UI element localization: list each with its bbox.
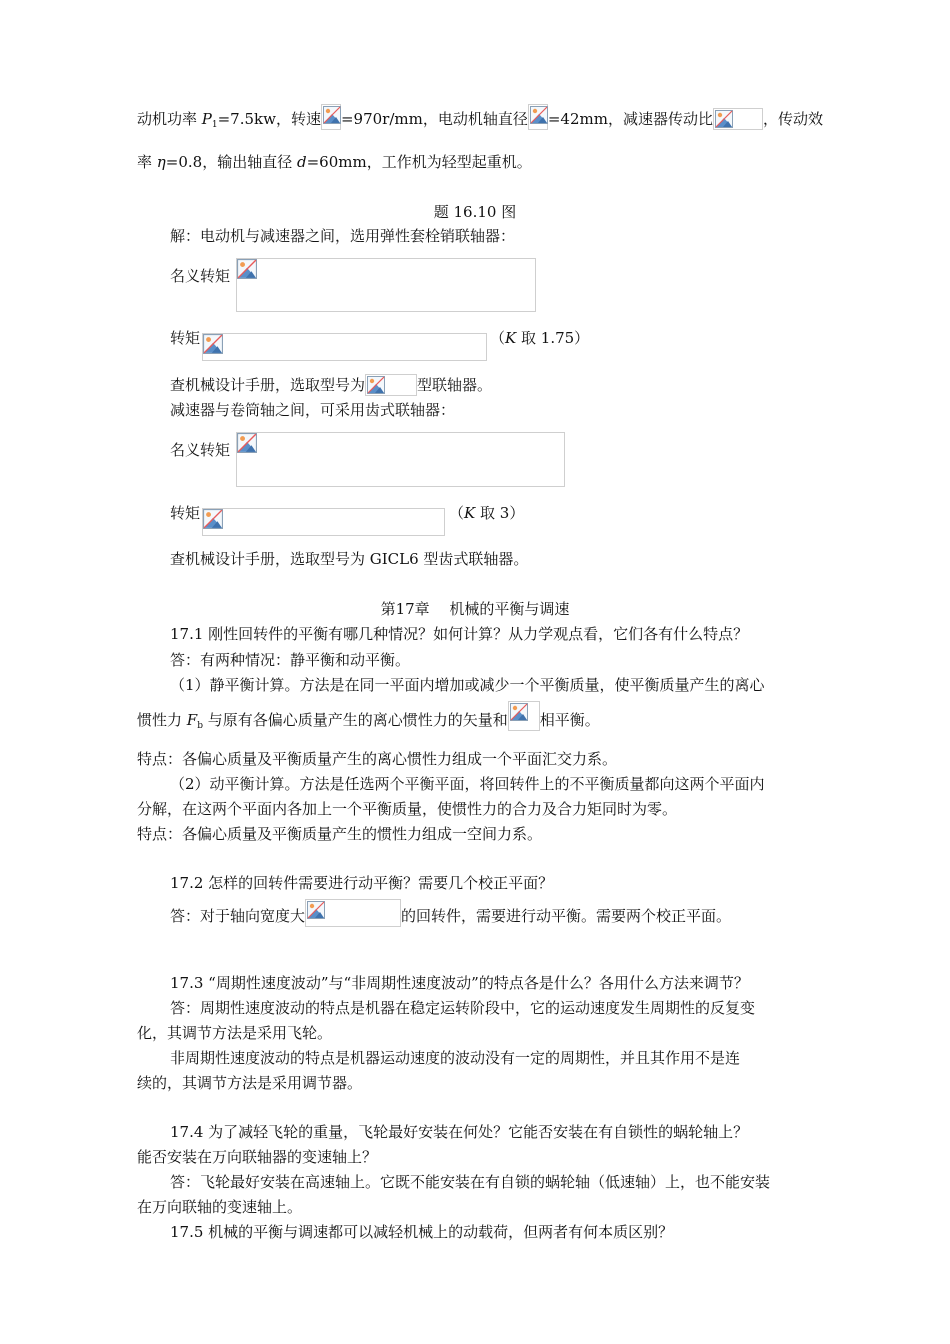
text-line: 减速器与卷筒轴之间，可采用齿式联轴器：	[170, 401, 456, 419]
formula-image	[236, 258, 536, 312]
text-line: 查机械设计手册，选取型号为 型联轴器。	[170, 376, 493, 394]
question-text: 17.5 机械的平衡与调速都可以减轻机械上的动载荷，但两者有何本质区别？	[170, 1223, 674, 1241]
formula-label: 名义转矩	[170, 267, 231, 285]
question-text: 17.2 怎样的回转件需要进行动平衡？需要几个校正平面？	[170, 874, 554, 892]
chapter-title: 第17章 机械的平衡与调速	[380, 600, 570, 618]
text-line: 查机械设计手册，选取型号为 GICL6 型齿式联轴器。	[170, 550, 529, 568]
broken-image-icon	[713, 108, 763, 130]
question-text: 17.3 “周期性速度波动”与“非周期性速度波动”的特点各是什么？各用什么方法来调节？	[170, 974, 749, 992]
formula-image	[236, 432, 565, 487]
broken-image-icon	[203, 334, 223, 354]
answer-text: （2）动平衡计算。方法是任选两个平衡平面，将回转件上的不平衡质量都向这两个平面内	[170, 775, 765, 793]
broken-image-icon	[365, 374, 417, 396]
formula-label: 转矩	[170, 504, 201, 522]
answer-text: 答：飞轮最好安装在高速轴上。它既不能安装在有自锁的蜗轮轴（低速轴）上，也不能安装	[170, 1173, 771, 1191]
broken-image-icon	[321, 104, 341, 130]
text-line: 率 η=0.8，输出轴直径 d=60mm，工作机为轻型起重机。	[137, 153, 532, 171]
figure-caption: 题 16.10 图	[433, 203, 517, 221]
answer-text: 惯性力 $F_b$ 与原有各偏心质量产生的离心惯性力的矢量和 相平衡。	[137, 701, 600, 736]
broken-image-icon	[237, 259, 257, 279]
broken-image-icon	[528, 104, 548, 130]
formula-image	[202, 508, 445, 536]
answer-text: 在万向联轴的变速轴上。	[137, 1198, 303, 1216]
answer-text: 化，其调节方法是采用飞轮。	[137, 1024, 333, 1042]
formula-label: 转矩	[170, 329, 201, 347]
broken-image-icon	[305, 899, 401, 927]
answer-text: 答：有两种情况：静平衡和动平衡。	[170, 651, 411, 669]
answer-text: 分解，在这两个平面内各加上一个平衡质量，使惯性力的合力及合力矩同时为零。	[137, 800, 678, 818]
k-value-note: （K 取 3）	[449, 504, 525, 522]
broken-image-icon	[508, 701, 540, 731]
answer-text: 特点：各偏心质量及平衡质量产生的离心惯性力组成一个平面汇交力系。	[137, 750, 618, 768]
text-line: 动机功率 $P_1=7.5kw$，转速 =970r/mm，电动机轴直径 =42mm，减速器传动比 ，传动效	[137, 104, 823, 135]
broken-image-icon	[203, 509, 223, 529]
answer-text: （1）静平衡计算。方法是在同一平面内增加或减少一个平衡质量，使平衡质量产生的离心	[170, 676, 765, 694]
broken-image-icon	[237, 433, 257, 453]
answer-text: 非周期性速度波动的特点是机器运动速度的波动没有一定的周期性，并且其作用不是连	[170, 1049, 741, 1067]
formula-label: 名义转矩	[170, 441, 231, 459]
text-line: 解：电动机与减速器之间，选用弹性套栓销联轴器：	[170, 227, 516, 245]
answer-text: 答：周期性速度波动的特点是机器在稳定运转阶段中，它的运动速度发生周期性的反复变	[170, 999, 756, 1017]
answer-text: 特点：各偏心质量及平衡质量产生的惯性力组成一空间力系。	[137, 825, 543, 843]
formula-image	[202, 333, 487, 361]
question-text: 17.4 为了减轻飞轮的重量，飞轮最好安装在何处？它能否安装在有自锁性的蜗轮轴上？	[170, 1123, 749, 1141]
question-text: 能否安装在万向联轴器的变速轴上？	[137, 1148, 378, 1166]
answer-text: 续的，其调节方法是采用调节器。	[137, 1074, 363, 1092]
question-text: 17.1 刚性回转件的平衡有哪几种情况？如何计算？从力学观点看，它们各有什么特点？	[170, 625, 749, 643]
answer-text: 答：对于轴向宽度大 的回转件，需要进行动平衡。需要两个校正平面。	[170, 899, 731, 927]
k-value-note: （K 取 1.75）	[490, 329, 590, 347]
